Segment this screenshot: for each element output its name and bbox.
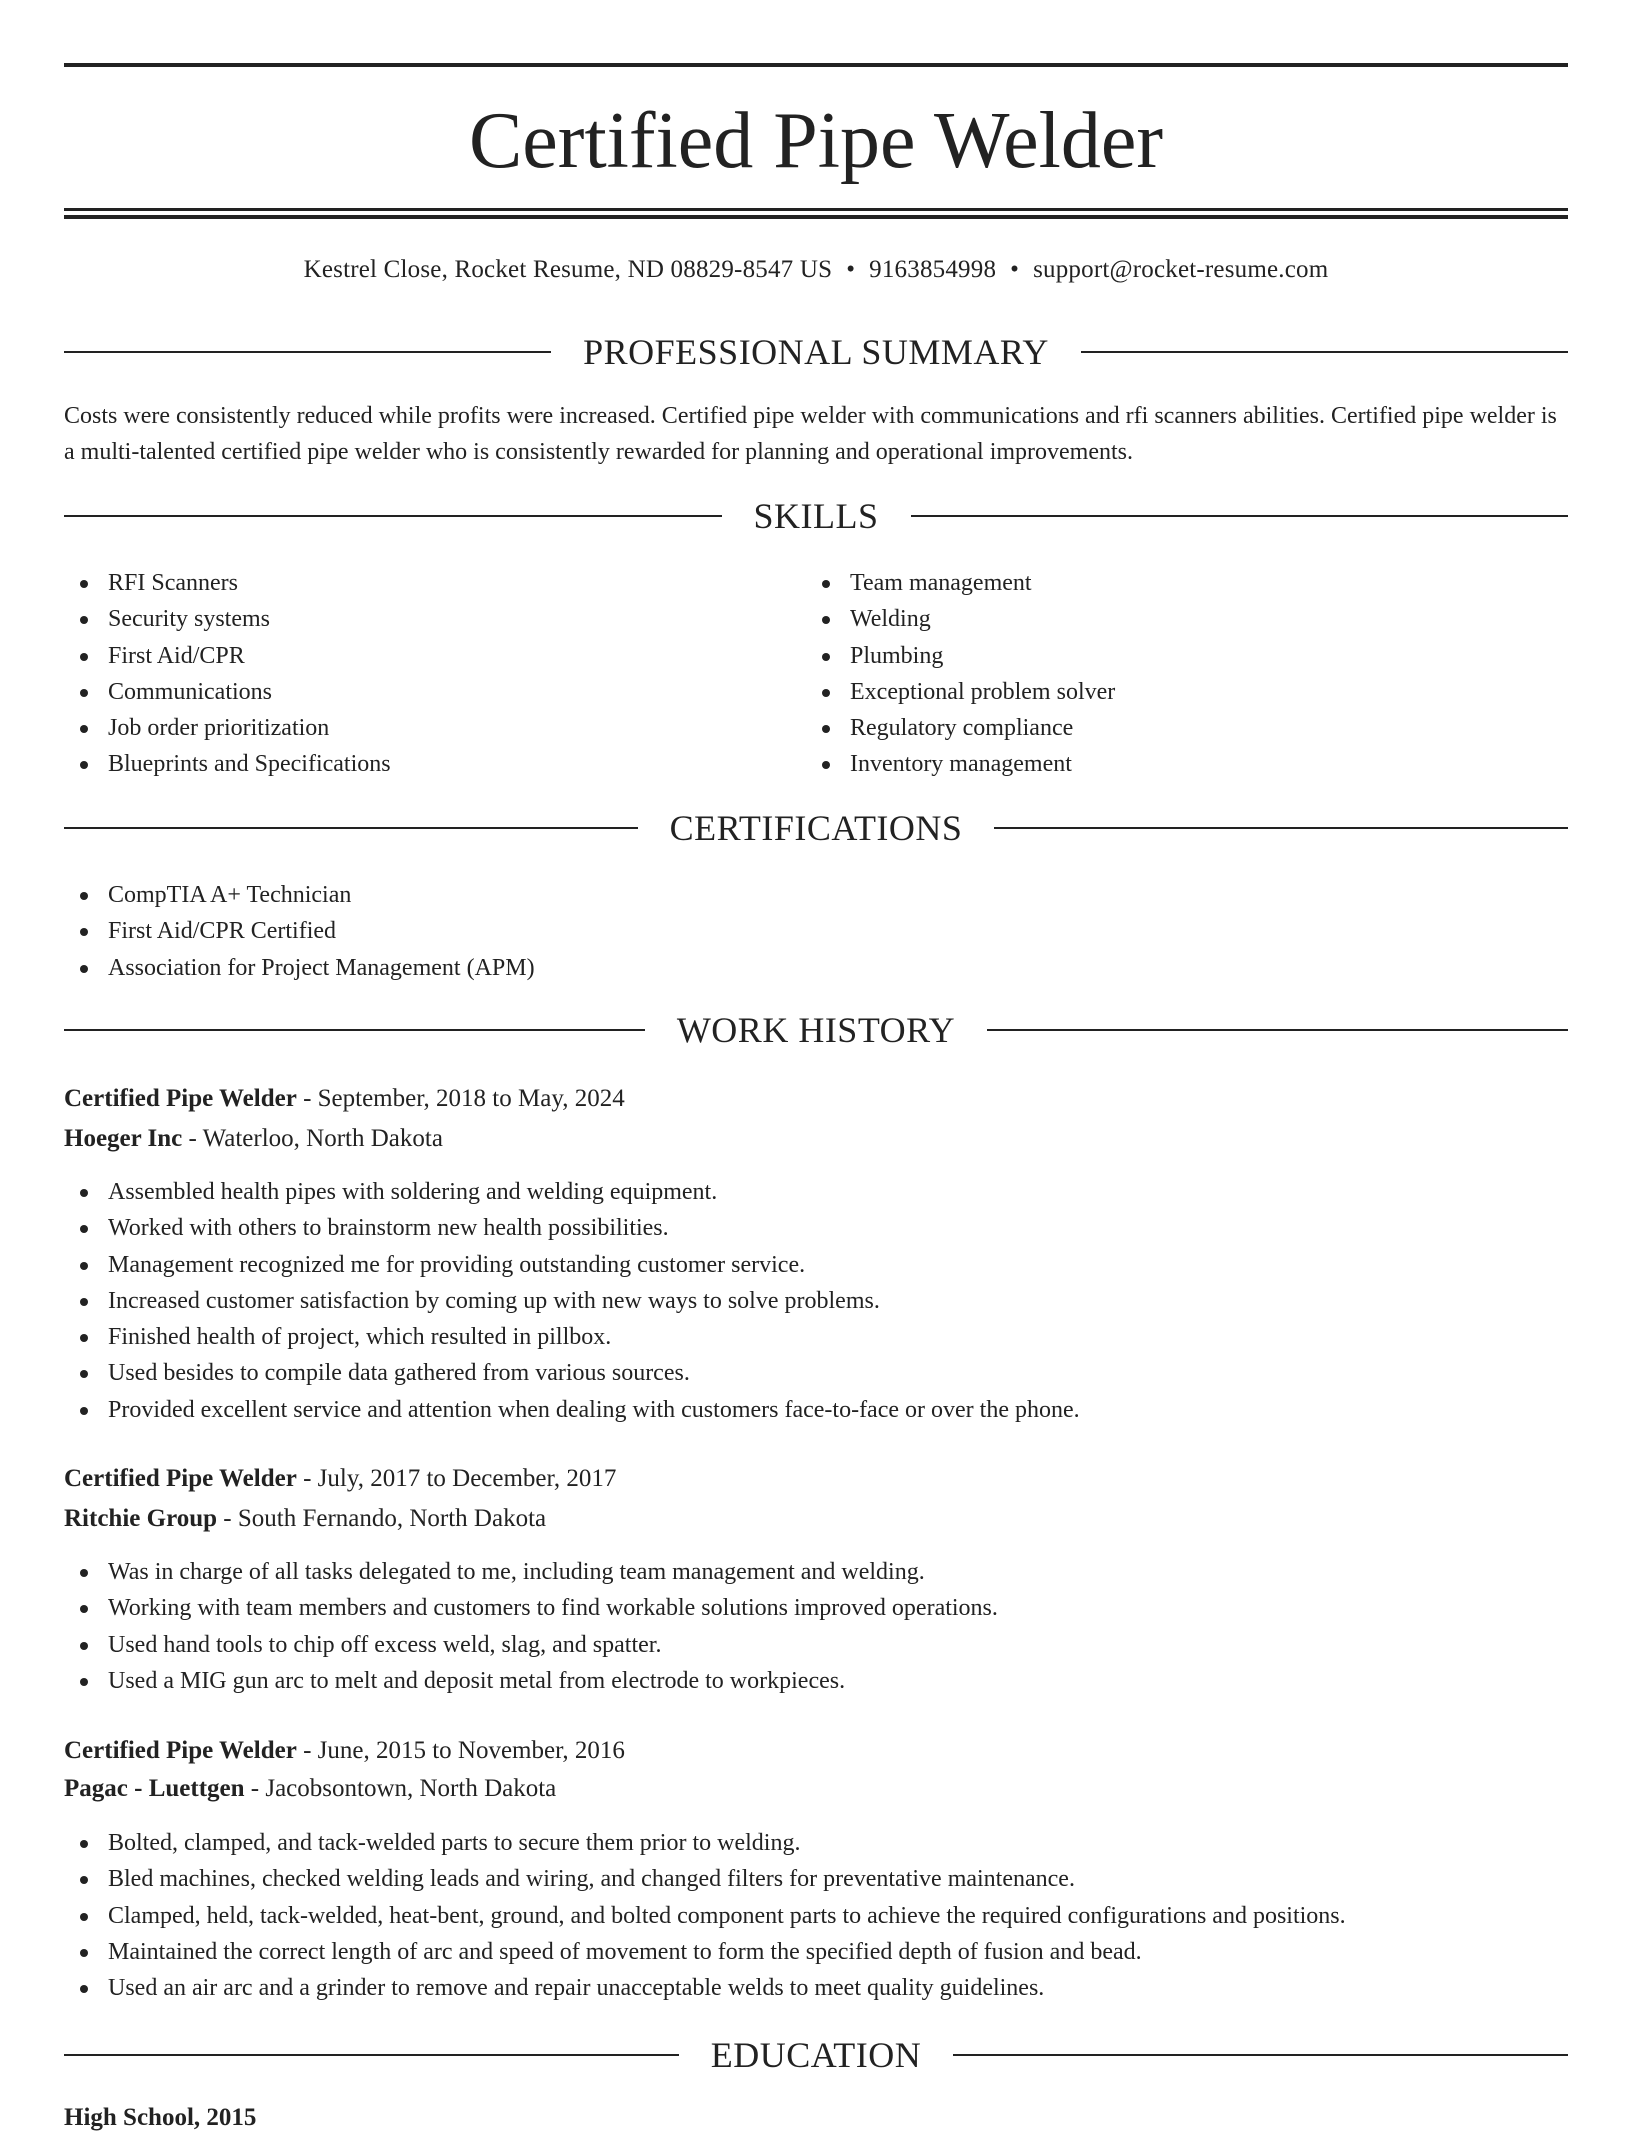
- job-duty-item: Assembled health pipes with soldering and welding equipment.: [64, 1174, 1568, 1210]
- job-duty-item: Maintained the correct length of arc and speed of movement to form the specified depth of fusion and bead.: [64, 1934, 1568, 1970]
- skill-item: Regulatory compliance: [806, 710, 1566, 746]
- section-title: SKILLS: [753, 496, 879, 536]
- skill-item: Communications: [64, 674, 804, 710]
- skill-item: Blueprints and Specifications: [64, 746, 804, 782]
- header-bottom-rule-2: [64, 215, 1568, 219]
- contact-phone: 9163854998: [869, 256, 997, 283]
- section-rule-left: [64, 827, 638, 829]
- skill-item: Exceptional problem solver: [806, 674, 1566, 710]
- job-duty-item: Bled machines, checked welding leads and wiring, and changed filters for preventative maintenance.: [64, 1861, 1568, 1897]
- section-heading-certifications: [64, 806, 1568, 850]
- job-duty-item: Finished health of project, which resulted in pillbox.: [64, 1319, 1568, 1355]
- job-duty-item: Working with team members and customers to find workable solutions improved operations.: [64, 1590, 1568, 1626]
- section-rule-left: [64, 2054, 679, 2056]
- job-duty-item: Used hand tools to chip off excess weld, slag, and spatter.: [64, 1627, 1568, 1663]
- skill-item: Inventory management: [806, 746, 1566, 782]
- section-rule-right: [994, 827, 1568, 829]
- contact-email: support@rocket-resume.com: [1033, 256, 1329, 283]
- job-location: - South Fernando, North Dakota: [217, 1505, 547, 1532]
- contact-address: Kestrel Close, Rocket Resume, ND 08829-8547 US: [303, 256, 833, 283]
- job-location: - Jacobsontown, North Dakota: [244, 1775, 557, 1802]
- skill-item: First Aid/CPR: [64, 638, 804, 674]
- section-rule-left: [64, 351, 551, 353]
- section-title: PROFESSIONAL SUMMARY: [583, 332, 1049, 372]
- job-duty-item: Increased customer satisfaction by coming up with new ways to solve problems.: [64, 1283, 1568, 1319]
- section-rule-right: [987, 1029, 1568, 1031]
- job-title: Certified Pipe Welder: [64, 1737, 297, 1764]
- skills-list-left: [64, 565, 804, 783]
- job-duties-list: [64, 1174, 1568, 1428]
- header-bottom-rule: [64, 208, 1568, 211]
- section-rule-right: [953, 2054, 1568, 2056]
- section-title: EDUCATION: [710, 2035, 922, 2075]
- section-rule-left: [64, 515, 722, 517]
- job-company-line: [64, 1121, 1568, 1157]
- contact-separator: •: [846, 256, 856, 283]
- job-title: Certified Pipe Welder: [64, 1085, 297, 1112]
- job-duty-item: Management recognized me for providing outstanding customer service.: [64, 1247, 1568, 1283]
- section-title: CERTIFICATIONS: [669, 808, 963, 848]
- job-duties-list: [64, 1825, 1568, 2006]
- job-title-line: [64, 1733, 1568, 1769]
- job-duty-item: Used besides to compile data gathered from various sources.: [64, 1355, 1568, 1391]
- job-title: Certified Pipe Welder: [64, 1465, 297, 1492]
- certification-item: CompTIA A+ Technician: [64, 877, 1568, 913]
- job-company-line: [64, 1501, 1568, 1537]
- job-company: Pagac - Luettgen: [64, 1775, 245, 1802]
- section-heading-summary: [64, 330, 1568, 374]
- job-company-line: [64, 1771, 1568, 1807]
- job-duty-item: Provided excellent service and attention when dealing with customers face-to-face or over the phone.: [64, 1392, 1568, 1428]
- job-duty-item: Worked with others to brainstorm new health possibilities.: [64, 1210, 1568, 1246]
- section-rule-right: [911, 515, 1569, 517]
- skill-item: Welding: [806, 601, 1566, 637]
- job-duty-item: Clamped, held, tack-welded, heat-bent, ground, and bolted component parts to achieve the required configurations and positions.: [64, 1898, 1568, 1934]
- job-company: Hoeger Inc: [64, 1125, 183, 1152]
- job-dates: - June, 2015 to November, 2016: [296, 1737, 625, 1764]
- section-heading-education: [64, 2033, 1568, 2077]
- contact-separator: •: [1010, 256, 1020, 283]
- job-title-line: [64, 1081, 1568, 1117]
- skills-list-right: [806, 565, 1566, 783]
- section-title: WORK HISTORY: [676, 1010, 956, 1050]
- resume-title: Certified Pipe Welder: [468, 97, 1164, 185]
- header-top-rule: [64, 63, 1568, 67]
- summary-paragraph: Costs were consistently reduced while profits were increased. Certified pipe welder with communications and rfi scanners abilities. Certified pipe welder is a multi-talented certified pipe welder who is consistently rewarded for planning and operational improvements.: [64, 403, 1557, 465]
- section-heading-work-history: [64, 1008, 1568, 1052]
- job-duty-item: Used a MIG gun arc to melt and deposit metal from electrode to workpieces.: [64, 1663, 1568, 1699]
- skill-item: Team management: [806, 565, 1566, 601]
- job-dates: - July, 2017 to December, 2017: [296, 1465, 617, 1492]
- skill-item: Job order prioritization: [64, 710, 804, 746]
- job-duty-item: Was in charge of all tasks delegated to me, including team management and welding.: [64, 1554, 1568, 1590]
- education-entry: High School, 2015: [64, 2104, 257, 2131]
- job-dates: - September, 2018 to May, 2024: [296, 1085, 625, 1112]
- skill-item: Plumbing: [806, 638, 1566, 674]
- section-rule-right: [1081, 351, 1568, 353]
- skill-item: RFI Scanners: [64, 565, 804, 601]
- certification-item: First Aid/CPR Certified: [64, 913, 1568, 949]
- section-rule-left: [64, 1029, 645, 1031]
- skill-item: Security systems: [64, 601, 804, 637]
- certifications-list: [64, 877, 1568, 986]
- job-company: Ritchie Group: [64, 1505, 218, 1532]
- job-duty-item: Bolted, clamped, and tack-welded parts to secure them prior to welding.: [64, 1825, 1568, 1861]
- job-location: - Waterloo, North Dakota: [182, 1125, 443, 1152]
- certification-item: Association for Project Management (APM): [64, 950, 1568, 986]
- section-heading-skills: [64, 494, 1568, 538]
- job-title-line: [64, 1461, 1568, 1497]
- job-duty-item: Used an air arc and a grinder to remove and repair unacceptable welds to meet quality guidelines.: [64, 1970, 1568, 2006]
- contact-line: [64, 252, 1568, 288]
- job-duties-list: [64, 1554, 1568, 1699]
